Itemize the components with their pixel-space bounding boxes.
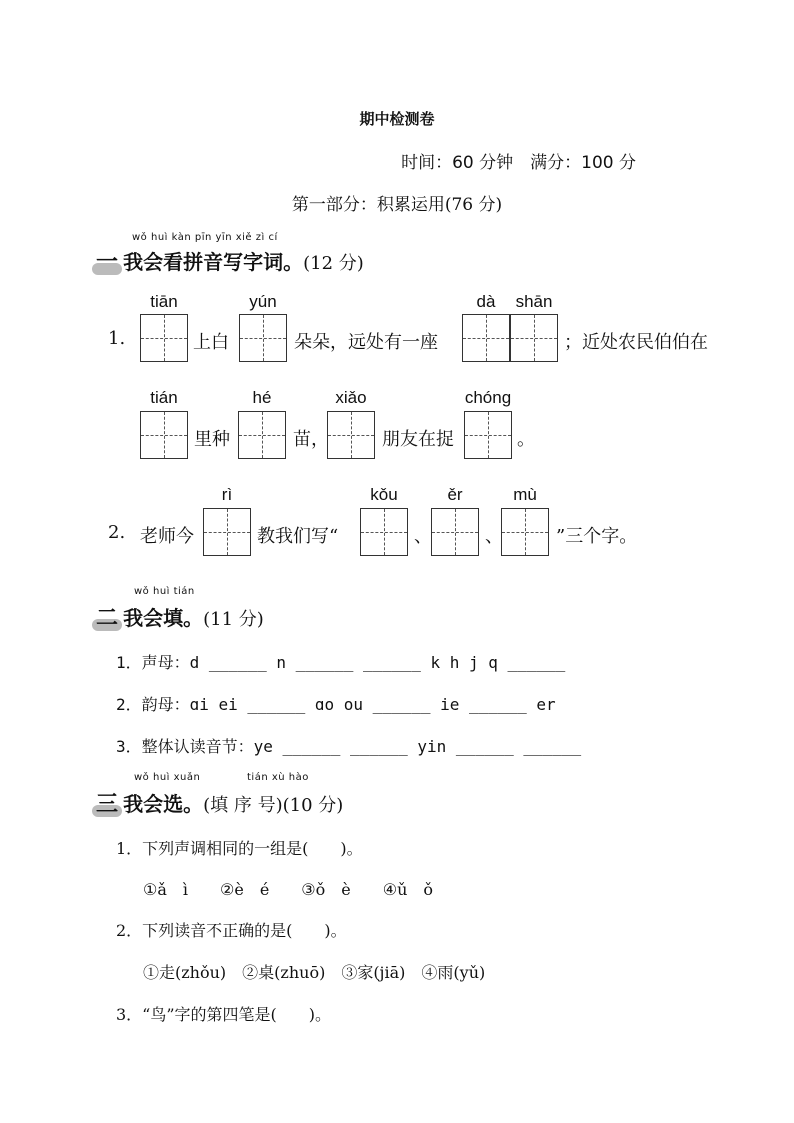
- pinyin-label: xiǎo: [335, 388, 367, 407]
- section3-pinyin: tián xù hào: [247, 772, 309, 783]
- pinyin-label: kǒu: [370, 485, 398, 504]
- q1-text: 朵朵，远处有一座: [294, 332, 438, 353]
- writing-box[interactable]: [238, 411, 286, 459]
- q1-text: 里种: [194, 429, 230, 450]
- pinyin-label: ěr: [447, 485, 463, 504]
- section1-score: (12 分): [303, 253, 364, 274]
- section2-score: (11 分): [203, 609, 264, 630]
- section2-title: 我会填。: [123, 606, 204, 630]
- section1-heading: [96, 245, 364, 276]
- q2-text: ”三个字。: [556, 526, 638, 547]
- section1-number: 一: [96, 245, 118, 276]
- time-info: 时间：60 分钟 满分：100 分: [401, 153, 636, 173]
- writing-box[interactable]: [140, 411, 188, 459]
- q1-number: 1.: [108, 328, 126, 349]
- writing-box[interactable]: [239, 314, 287, 362]
- q1-text: 朋友在捉: [382, 429, 454, 450]
- fill-line[interactable]: 1．声母：d ______ n ______ ______ k h j q ______: [116, 653, 566, 672]
- pinyin-label: mù: [513, 485, 537, 504]
- writing-box[interactable]: [501, 508, 549, 556]
- part-heading: 第一部分：积累运用(76 分): [291, 195, 503, 215]
- section2-number: 二: [96, 601, 118, 632]
- q2-text: 、: [414, 526, 432, 547]
- pinyin-label: shān: [515, 292, 553, 311]
- question: 1．下列声调相同的一组是( )。: [116, 839, 363, 858]
- section3-score: (10 分): [282, 795, 344, 816]
- pinyin-label: chóng: [464, 388, 512, 407]
- options[interactable]: ①走(zhǒu) ②桌(zhuō) ③家(jiā) ④雨(yǔ): [143, 963, 486, 982]
- pinyin-label: yún: [249, 292, 277, 311]
- writing-box[interactable]: [140, 314, 188, 362]
- pinyin-label: tiān: [150, 292, 178, 311]
- pinyin-label: hé: [252, 388, 272, 407]
- fill-line[interactable]: 3．整体认读音节：ye ______ ______ yin ______ ______: [116, 737, 582, 756]
- question: 3．“鸟”字的第四笔是( )。: [116, 1005, 332, 1024]
- writing-box[interactable]: [510, 314, 558, 362]
- writing-box[interactable]: [462, 314, 510, 362]
- pinyin-label: rì: [221, 485, 233, 504]
- q2-text: 、: [485, 526, 503, 547]
- pinyin-label: dà: [476, 292, 496, 311]
- q1-text: ；近处农民伯伯在: [564, 332, 708, 353]
- page-title: 期中检测卷: [359, 110, 435, 128]
- section1-title: 我会看拼音写字词。: [123, 250, 304, 274]
- section1-pinyin: wǒ huì kàn pīn yīn xiě zì cí: [132, 232, 278, 243]
- section3-heading: [96, 787, 343, 818]
- q1-text: 。: [517, 429, 535, 450]
- section3-number: 三: [96, 787, 118, 818]
- section2-pinyin: wǒ huì tián: [134, 586, 195, 597]
- options[interactable]: ①ǎ ì ②è é ③ǒ è ④ǔ ǒ: [143, 880, 434, 899]
- section3-pinyin: wǒ huì xuǎn: [134, 772, 201, 783]
- writing-box[interactable]: [360, 508, 408, 556]
- pinyin-label: tián: [150, 388, 178, 407]
- writing-box[interactable]: [327, 411, 375, 459]
- q2-text: 老师今: [140, 526, 194, 547]
- writing-box[interactable]: [203, 508, 251, 556]
- fill-line[interactable]: 2．韵母：ɑi ei ______ ɑo ou ______ ie ______ er: [116, 695, 556, 714]
- q2-text: 教我们写“: [257, 526, 339, 547]
- section3-title: 我会选。: [123, 792, 204, 816]
- writing-box[interactable]: [431, 508, 479, 556]
- q2-number: 2.: [108, 522, 126, 543]
- q1-text: 上白: [193, 332, 229, 353]
- question: 2．下列读音不正确的是( )。: [116, 921, 347, 940]
- section3-paren: (填 序 号): [203, 795, 283, 816]
- section2-heading: [96, 601, 264, 632]
- q1-text: 苗，: [293, 429, 329, 450]
- writing-box[interactable]: [464, 411, 512, 459]
